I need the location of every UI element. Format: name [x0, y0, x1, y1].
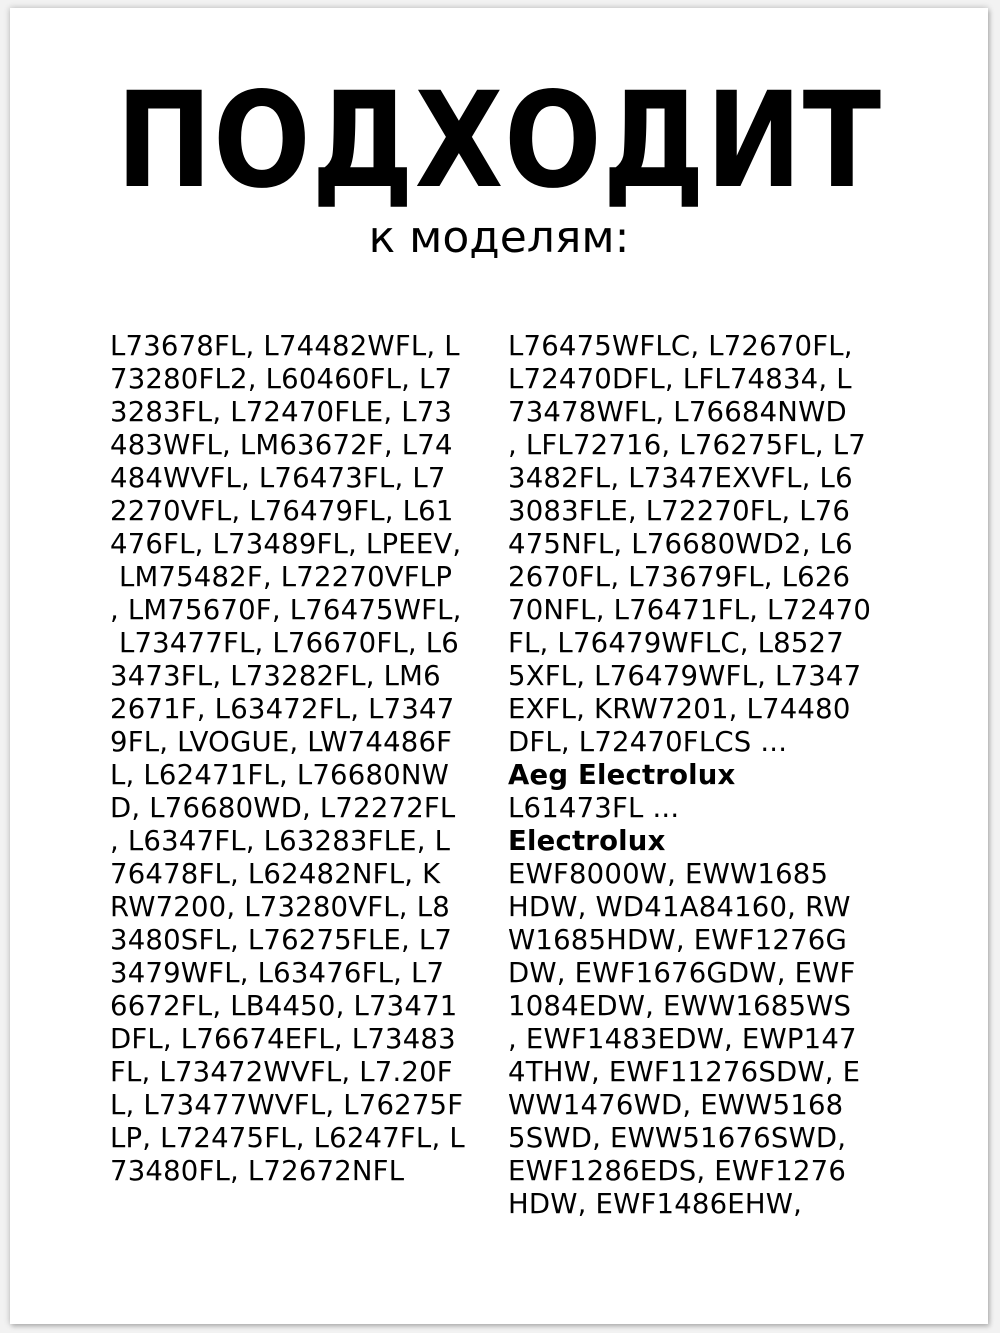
model-line: 6672FL, LB4450, L73471 [110, 990, 458, 1022]
model-line: 2671F, L63472FL, L7347 [110, 693, 455, 725]
model-line: FL, L76479WFLC, L8527 [508, 627, 844, 659]
model-line: L, L73477WVFL, L76275F [110, 1089, 464, 1121]
model-line: HDW, EWF1486EHW, [508, 1188, 803, 1220]
model-line: LM75482F, L72270VFLP [110, 561, 453, 593]
model-line: L73477FL, L76670FL, L6 [110, 627, 460, 659]
model-line: 3473FL, L73282FL, LM6 [110, 660, 441, 692]
model-line: D, L76680WD, L72272FL [110, 792, 456, 824]
model-line: L76475WFLC, L72670FL, [508, 330, 853, 362]
model-list-left [110, 330, 490, 1188]
model-line: LP, L72475FL, L6247FL, L [110, 1122, 465, 1154]
model-line: DFL, L72470FLCS ... [508, 726, 788, 758]
model-line: 484WVFL, L76473FL, L7 [110, 462, 446, 494]
model-line: WW1476WD, EWW5168 [508, 1089, 844, 1121]
model-line: EWF8000W, EWW1685 [508, 858, 829, 890]
model-line: L, L62471FL, L76680NW [110, 759, 449, 791]
model-line: 3083FLE, L72270FL, L76 [508, 495, 851, 527]
model-line: 73280FL2, L60460FL, L7 [110, 363, 453, 395]
model-line: EWF1286EDS, EWF1276 [508, 1155, 847, 1187]
model-line: 70NFL, L76471FL, L72470 [508, 594, 872, 626]
model-line: , LFL72716, L76275FL, L7 [508, 429, 866, 461]
model-line: 73480FL, L72672NFL [110, 1155, 405, 1187]
model-line: 3479WFL, L63476FL, L7 [110, 957, 445, 989]
model-line: , LM75670F, L76475WFL, [110, 594, 462, 626]
model-line: EXFL, KRW7201, L74480 [508, 693, 851, 725]
brand-heading: Electrolux [508, 825, 666, 857]
brand-heading: Aeg Electrolux [508, 759, 736, 791]
model-line: 9FL, LVOGUE, LW74486F [110, 726, 453, 758]
model-line: 5SWD, EWW51676SWD, [508, 1122, 847, 1154]
model-line: RW7200, L73280VFL, L8 [110, 891, 450, 923]
model-line: 2670FL, L73679FL, L626 [508, 561, 851, 593]
model-line: DFL, L76674EFL, L73483 [110, 1023, 456, 1055]
model-line: HDW, WD41A84160, RW [508, 891, 851, 923]
model-line: 2270VFL, L76479FL, L61 [110, 495, 454, 527]
model-line: L61473FL ... [508, 792, 680, 824]
model-line: 76478FL, L62482NFL, K [110, 858, 441, 890]
model-line: 483WFL, LM63672F, L74 [110, 429, 453, 461]
model-line: 476FL, L73489FL, LPEEV, [110, 528, 462, 560]
model-line: DW, EWF1676GDW, EWF [508, 957, 856, 989]
model-line: L72470DFL, LFL74834, L [508, 363, 852, 395]
model-list-right [508, 330, 888, 1221]
model-line: 3480SFL, L76275FLE, L7 [110, 924, 453, 956]
model-line: FL, L73472WVFL, L7.20F [110, 1056, 453, 1088]
model-line: 475NFL, L76680WD2, L6 [508, 528, 853, 560]
model-line: L73678FL, L74482WFL, L [110, 330, 460, 362]
model-line: W1685HDW, EWF1276G [508, 924, 847, 956]
page-subtitle: к моделям: [368, 212, 630, 263]
model-line: 3482FL, L7347EXVFL, L6 [508, 462, 853, 494]
model-line: 5XFL, L76479WFL, L7347 [508, 660, 862, 692]
model-line: 1084EDW, EWW1685WS [508, 990, 852, 1022]
model-line: 4THW, EWF11276SDW, E [508, 1056, 861, 1088]
model-line: , L6347FL, L63283FLE, L [110, 825, 451, 857]
model-line: 73478WFL, L76684NWD [508, 396, 847, 428]
model-line: 3283FL, L72470FLE, L73 [110, 396, 453, 428]
model-line: , EWF1483EDW, EWP147 [508, 1023, 857, 1055]
page-title: ПОДХОДИТ [116, 64, 882, 218]
